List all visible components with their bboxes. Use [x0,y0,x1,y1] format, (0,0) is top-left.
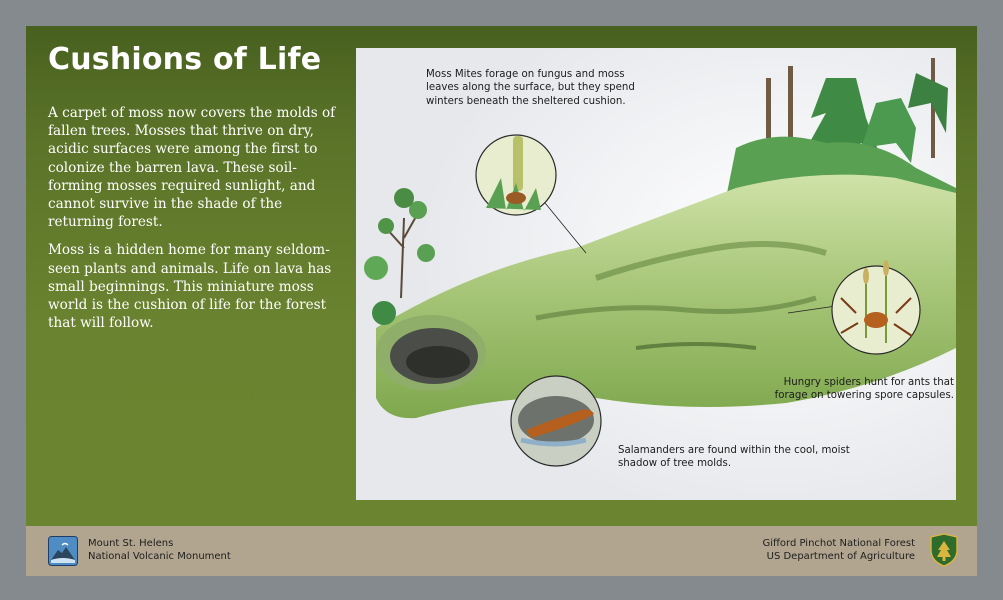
salamander-inset [511,376,601,466]
caption-moss-mites: Moss Mites forage on fungus and moss leaves along the surface, but they spend winters beneath the sheltered cushion. [426,69,635,107]
sign-title: Cushions of Life [48,42,322,77]
sign-footer [26,526,977,576]
paragraph-1: A carpet of moss now covers the molds of fallen trees. Mosses that thrive on dry, acidic surfaces were among the first to colonize the barren lava. These soil-forming mosses required sunlight, and cannot survive in the shade of the returning forest. [48,105,336,231]
sign-body [48,104,338,342]
monument-name [88,537,231,563]
caption-spiders: Hungry spiders hunt for ants that forage on towering spore capsules. [774,377,954,402]
monument-name-line2: National Volcanic Monument [88,551,231,562]
agency-name-line2: US Department of Agriculture [766,551,915,562]
tree-mold-cavity [376,315,486,391]
volcano-monument-icon [48,536,78,566]
sign-panel [26,26,977,576]
moss-illustration-art [356,48,956,500]
forest-service-shield-icon [929,533,959,567]
monument-name-line1: Mount St. Helens [88,538,174,549]
caption-salamanders: Salamanders are found within the cool, moist shadow of tree molds. [618,445,850,470]
moss-illustration [356,48,956,500]
agency-name [762,537,915,563]
paragraph-2: Moss is a hidden home for many seldom-seen plants and animals. Life on lava has small beginnings. This miniature moss world is the cushion of life for the forest that will follow. [48,242,332,332]
agency-name-line1: Gifford Pinchot National Forest [762,538,915,549]
